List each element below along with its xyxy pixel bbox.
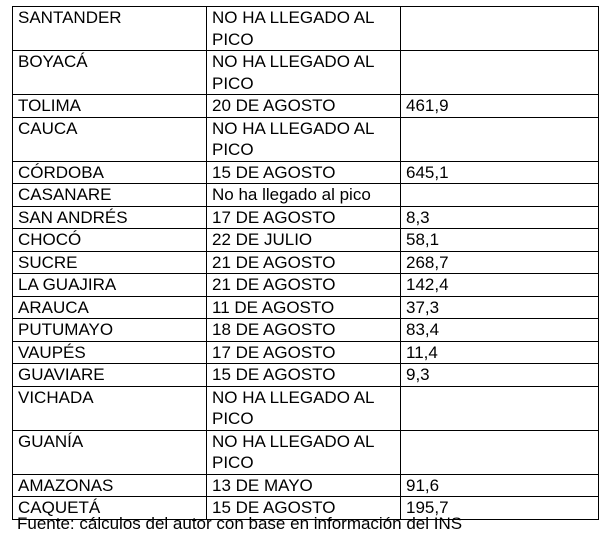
value-cell: 645,1 [401, 161, 599, 184]
peak-date-cell: 21 DE AGOSTO [207, 274, 401, 297]
table-row [13, 296, 599, 319]
department-cell: CAUCA [13, 117, 207, 161]
table-row [13, 95, 599, 118]
peak-date-cell: 20 DE AGOSTO [207, 95, 401, 118]
value-cell [401, 117, 599, 161]
value-cell: 9,3 [401, 364, 599, 387]
table-row [13, 206, 599, 229]
table-row [13, 229, 599, 252]
source-caption: Fuente: cálculos del autor con base en información del INS [17, 514, 463, 533]
value-cell: 142,4 [401, 274, 599, 297]
table-row [13, 430, 599, 474]
department-cell: LA GUAJIRA [13, 274, 207, 297]
department-cell: CÓRDOBA [13, 161, 207, 184]
peak-date-cell: 21 DE AGOSTO [207, 251, 401, 274]
department-peak-table [12, 6, 599, 520]
table-row [13, 274, 599, 297]
table-row [13, 341, 599, 364]
peak-date-cell: NO HA LLEGADO AL PICO [207, 386, 401, 430]
department-cell: CHOCÓ [13, 229, 207, 252]
peak-date-cell: 18 DE AGOSTO [207, 319, 401, 342]
peak-date-cell: No ha llegado al pico [207, 184, 401, 207]
table-row [13, 51, 599, 95]
department-cell: BOYACÁ [13, 51, 207, 95]
table-row [13, 251, 599, 274]
value-cell [401, 386, 599, 430]
table-row [13, 474, 599, 497]
department-cell: GUANÍA [13, 430, 207, 474]
value-cell [401, 184, 599, 207]
value-cell: 37,3 [401, 296, 599, 319]
value-cell [401, 430, 599, 474]
peak-date-cell: 17 DE AGOSTO [207, 206, 401, 229]
value-cell: 195,7 [401, 497, 599, 520]
department-cell: VAUPÉS [13, 341, 207, 364]
peak-date-cell: NO HA LLEGADO AL PICO [207, 117, 401, 161]
peak-date-cell: NO HA LLEGADO AL PICO [207, 430, 401, 474]
department-cell: GUAVIARE [13, 364, 207, 387]
table-row [13, 386, 599, 430]
department-cell: CASANARE [13, 184, 207, 207]
department-cell: AMAZONAS [13, 474, 207, 497]
value-cell: 8,3 [401, 206, 599, 229]
peak-date-cell: NO HA LLEGADO AL PICO [207, 51, 401, 95]
department-cell: SAN ANDRÉS [13, 206, 207, 229]
peak-date-cell: 15 DE AGOSTO [207, 364, 401, 387]
table-row [13, 319, 599, 342]
value-cell [401, 7, 599, 51]
peak-date-cell: NO HA LLEGADO AL PICO [207, 7, 401, 51]
peak-date-cell: 11 DE AGOSTO [207, 296, 401, 319]
peak-date-cell: 22 DE JULIO [207, 229, 401, 252]
value-cell: 268,7 [401, 251, 599, 274]
value-cell: 83,4 [401, 319, 599, 342]
department-cell: PUTUMAYO [13, 319, 207, 342]
value-cell: 58,1 [401, 229, 599, 252]
department-cell: TOLIMA [13, 95, 207, 118]
table-row [13, 117, 599, 161]
peak-date-cell: 15 DE AGOSTO [207, 161, 401, 184]
table-row [13, 161, 599, 184]
value-cell: 11,4 [401, 341, 599, 364]
department-cell: ARAUCA [13, 296, 207, 319]
department-cell: CAQUETÁ [13, 497, 207, 520]
value-cell: 461,9 [401, 95, 599, 118]
table-row [13, 364, 599, 387]
table-row [13, 7, 599, 51]
peak-date-cell: 15 DE AGOSTO [207, 497, 401, 520]
table-body [13, 7, 599, 520]
value-cell: 91,6 [401, 474, 599, 497]
table-row [13, 184, 599, 207]
peak-date-cell: 17 DE AGOSTO [207, 341, 401, 364]
department-cell: SUCRE [13, 251, 207, 274]
department-cell: VICHADA [13, 386, 207, 430]
value-cell [401, 51, 599, 95]
peak-date-cell: 13 DE MAYO [207, 474, 401, 497]
department-cell: SANTANDER [13, 7, 207, 51]
